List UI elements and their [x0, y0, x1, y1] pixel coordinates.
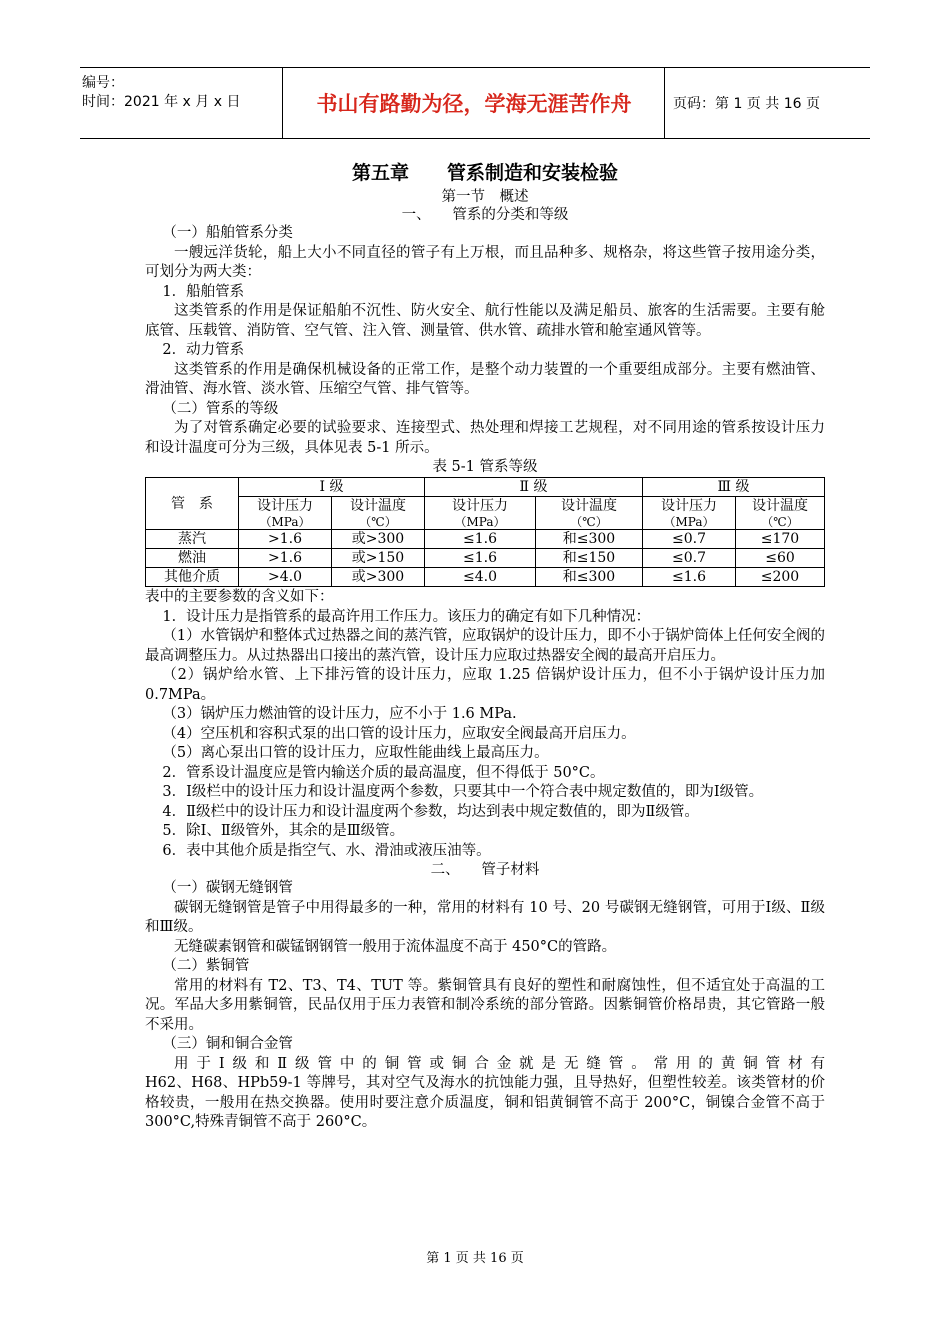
header-motto: 书山有路勤为径，学海无涯苦作舟: [284, 68, 665, 138]
paragraph-heading: （三）铜和铜合金管: [162, 1036, 293, 1052]
table-caption: 表 5-1 管系等级: [432, 459, 538, 475]
table-cell: ≤4.0: [425, 568, 536, 587]
paragraph: 碳钢无缝钢管是管子中用得最多的一种，常用的材料有 10 号、20 号碳钢无缝钢管，可用于Ⅰ级、Ⅱ级和Ⅲ级。: [145, 899, 825, 935]
table-header-cell: Ⅰ 级: [239, 478, 425, 497]
paragraph: 4．Ⅱ级栏中的设计压力和设计温度两个参数，均达到表中规定数值的，即为Ⅱ级管。: [162, 803, 699, 820]
header-unit: （℃）: [359, 515, 397, 529]
paragraph-heading: （一）碳钢无缝钢管: [162, 880, 293, 896]
paragraph: 5．除Ⅰ、Ⅱ级管外，其余的是Ⅲ级管。: [162, 823, 405, 839]
header-text: 设计温度: [561, 498, 617, 514]
paragraph: （5）离心泵出口管的设计压力，应取性能曲线上最高压力。: [162, 745, 549, 761]
paragraph-heading: （一）船舶管系分类: [162, 225, 293, 241]
table-header-cell: [425, 497, 536, 530]
table-cell: ≤170: [736, 530, 825, 549]
table-cell: ≤60: [736, 549, 825, 568]
table-cell: ≤1.6: [425, 549, 536, 568]
table-cell: ≤0.7: [643, 530, 736, 549]
table-header-row: [146, 478, 825, 497]
table-cell: >1.6: [239, 549, 332, 568]
table-cell: ≤0.7: [643, 549, 736, 568]
paragraph: （3）锅炉压力燃油管的设计压力，应不小于 1.6 MPa.: [162, 706, 517, 722]
subsection-title: 二、 管子材料: [430, 862, 540, 878]
header-meta: [80, 68, 283, 138]
table-cell: ≤200: [736, 568, 825, 587]
table-header-cell: Ⅲ 级: [643, 478, 825, 497]
table-header-cell: 管 系: [146, 478, 239, 530]
header-text: 设计压力: [257, 498, 313, 514]
table-header-cell: Ⅱ 级: [425, 478, 643, 497]
header-text: 设计压力: [661, 498, 717, 514]
table-header-cell: [536, 497, 643, 530]
paragraph: H62、H68、HPb59-1 等牌号，其对空气及海水的抗蚀能力强，且导热好，但塑性较差。该类管材的价格较贵，一般用在热交换器。使用时要注意介质温度，铜和铝黄铜管不高于 200°C，铜镍合金管不高于 300°C,特殊青铜管不高于 260°C。: [145, 1075, 825, 1130]
table-cell: 蒸汽: [146, 530, 239, 549]
table-cell: >4.0: [239, 568, 332, 587]
pipe-grade-table: [145, 477, 825, 587]
table-header-cell: [736, 497, 825, 530]
table-subheader-row: [146, 497, 825, 530]
table-cell: 燃油: [146, 549, 239, 568]
table-row: [146, 549, 825, 568]
paragraph: 6．表中其他介质是指空气、水、滑油或液压油等。: [162, 842, 491, 859]
paragraph: （4）空压机和容积式泵的出口管的设计压力，应取安全阀最高开启压力。: [162, 725, 636, 742]
paragraph: （1）水管锅炉和整体式过热器之间的蒸汽管，应取锅炉的设计压力，即不小于锅炉筒体上任何安全阀的最高调整压力。从过热器出口接出的蒸汽管，设计压力应取过热器安全阀的最高开启压力。: [145, 628, 825, 664]
header-unit: （MPa）: [663, 515, 715, 529]
table-cell: 和≤150: [536, 549, 643, 568]
header-text: 设计压力: [452, 498, 508, 514]
header-unit: （MPa）: [454, 515, 506, 529]
paragraph: 这类管系的作用是确保机械设备的正常工作，是整个动力装置的一个重要组成部分。主要有燃油管、滑油管、海水管、淡水管、压缩空气管、排气管等。: [145, 361, 825, 397]
header-unit: （℃）: [570, 515, 608, 529]
table-cell: 或>300: [332, 568, 425, 587]
table-cell: 和≤300: [536, 568, 643, 587]
chapter-title: 第五章 管系制造和安装检验: [351, 162, 618, 184]
paragraph: 1．设计压力是指管系的最高许用工作压力。该压力的确定有如下几种情况：: [162, 608, 651, 625]
document-body: [145, 158, 825, 1133]
table-row: [146, 568, 825, 587]
page-footer: 第 1 页 共 16 页: [426, 1251, 524, 1266]
section-title: 第一节 概述: [441, 189, 529, 205]
table-cell: 或>150: [332, 549, 425, 568]
paragraph-heading: （二）管系的等级: [162, 400, 279, 417]
paragraph: 2．管系设计温度应是管内输送介质的最高温度，但不得低于 50°C。: [162, 764, 605, 781]
table-cell: >1.6: [239, 530, 332, 549]
paragraph: 常用的材料有 T2、T3、T4、TUT 等。紫铜管具有良好的塑性和耐腐蚀性，但不适宜处于高温的工况。军品大多用紫铜管，民品仅用于压力表管和制冷系统的部分管路。因紫铜管价格昂贵，其它管路一般不采用。: [145, 977, 825, 1033]
table-header-cell: [643, 497, 736, 530]
header-unit: （℃）: [761, 515, 799, 529]
header-page-info: 页码：第 1 页 共 16 页: [673, 96, 820, 112]
table-cell: ≤1.6: [425, 530, 536, 549]
paragraph: 这类管系的作用是保证船舶不沉性、防火安全、航行性能以及满足船员、旅客的生活需要。主要有舱底管、压载管、消防管、空气管、注入管、测量管、供水管、疏排水管和舱室通风管等。: [145, 303, 825, 339]
table-row: [146, 530, 825, 549]
header-unit: （MPa）: [259, 515, 311, 529]
header-text: 设计温度: [752, 498, 808, 514]
table-cell: 和≤300: [536, 530, 643, 549]
paragraph: 用于Ⅰ级和Ⅱ级管中的铜管或铜合金就是无缝管。常用的黄铜管材有: [174, 1055, 825, 1072]
table-cell: ≤1.6: [643, 568, 736, 587]
time-label: 时间：2021 年 x 月 x 日: [82, 94, 241, 110]
paragraph: 无缝碳素钢管和碳锰钢钢管一般用于流体温度不高于 450°C的管路。: [174, 938, 617, 955]
paragraph: 为了对管系确定必要的试验要求、连接型式、热处理和焊接工艺规程，对不同用途的管系按设计压力和设计温度可分为三级，具体见表 5-1 所示。: [145, 420, 825, 456]
page-header: [80, 67, 870, 139]
table-header-cell: [239, 497, 332, 530]
paragraph-heading: 2．动力管系: [162, 342, 245, 358]
paragraph-heading: （二）紫铜管: [162, 958, 250, 974]
subsection-title: 一、 管系的分类和等级: [401, 207, 569, 223]
table-cell: 其他介质: [146, 568, 239, 587]
code-label: 编号：: [82, 75, 124, 91]
table-header-cell: [332, 497, 425, 530]
table-cell: 或>300: [332, 530, 425, 549]
header-text: 设计温度: [350, 498, 406, 514]
paragraph: 一艘远洋货轮，船上大小不同直径的管子有上万根，而且品种多、规格杂，将这些管子按用途分类，可划分为两大类：: [145, 244, 825, 280]
paragraph-heading: 1．船舶管系: [162, 283, 245, 300]
paragraph: （2）锅炉给水管、上下排污管的设计压力，应取 1.25 倍锅炉设计压力，但不小于锅炉设计压力加 0.7MPa。: [145, 667, 825, 703]
paragraph: 表中的主要参数的含义如下：: [145, 589, 334, 605]
paragraph: 3．Ⅰ级栏中的设计压力和设计温度两个参数，只要其中一个符合表中规定数值的，即为Ⅰ级管。: [162, 784, 764, 800]
